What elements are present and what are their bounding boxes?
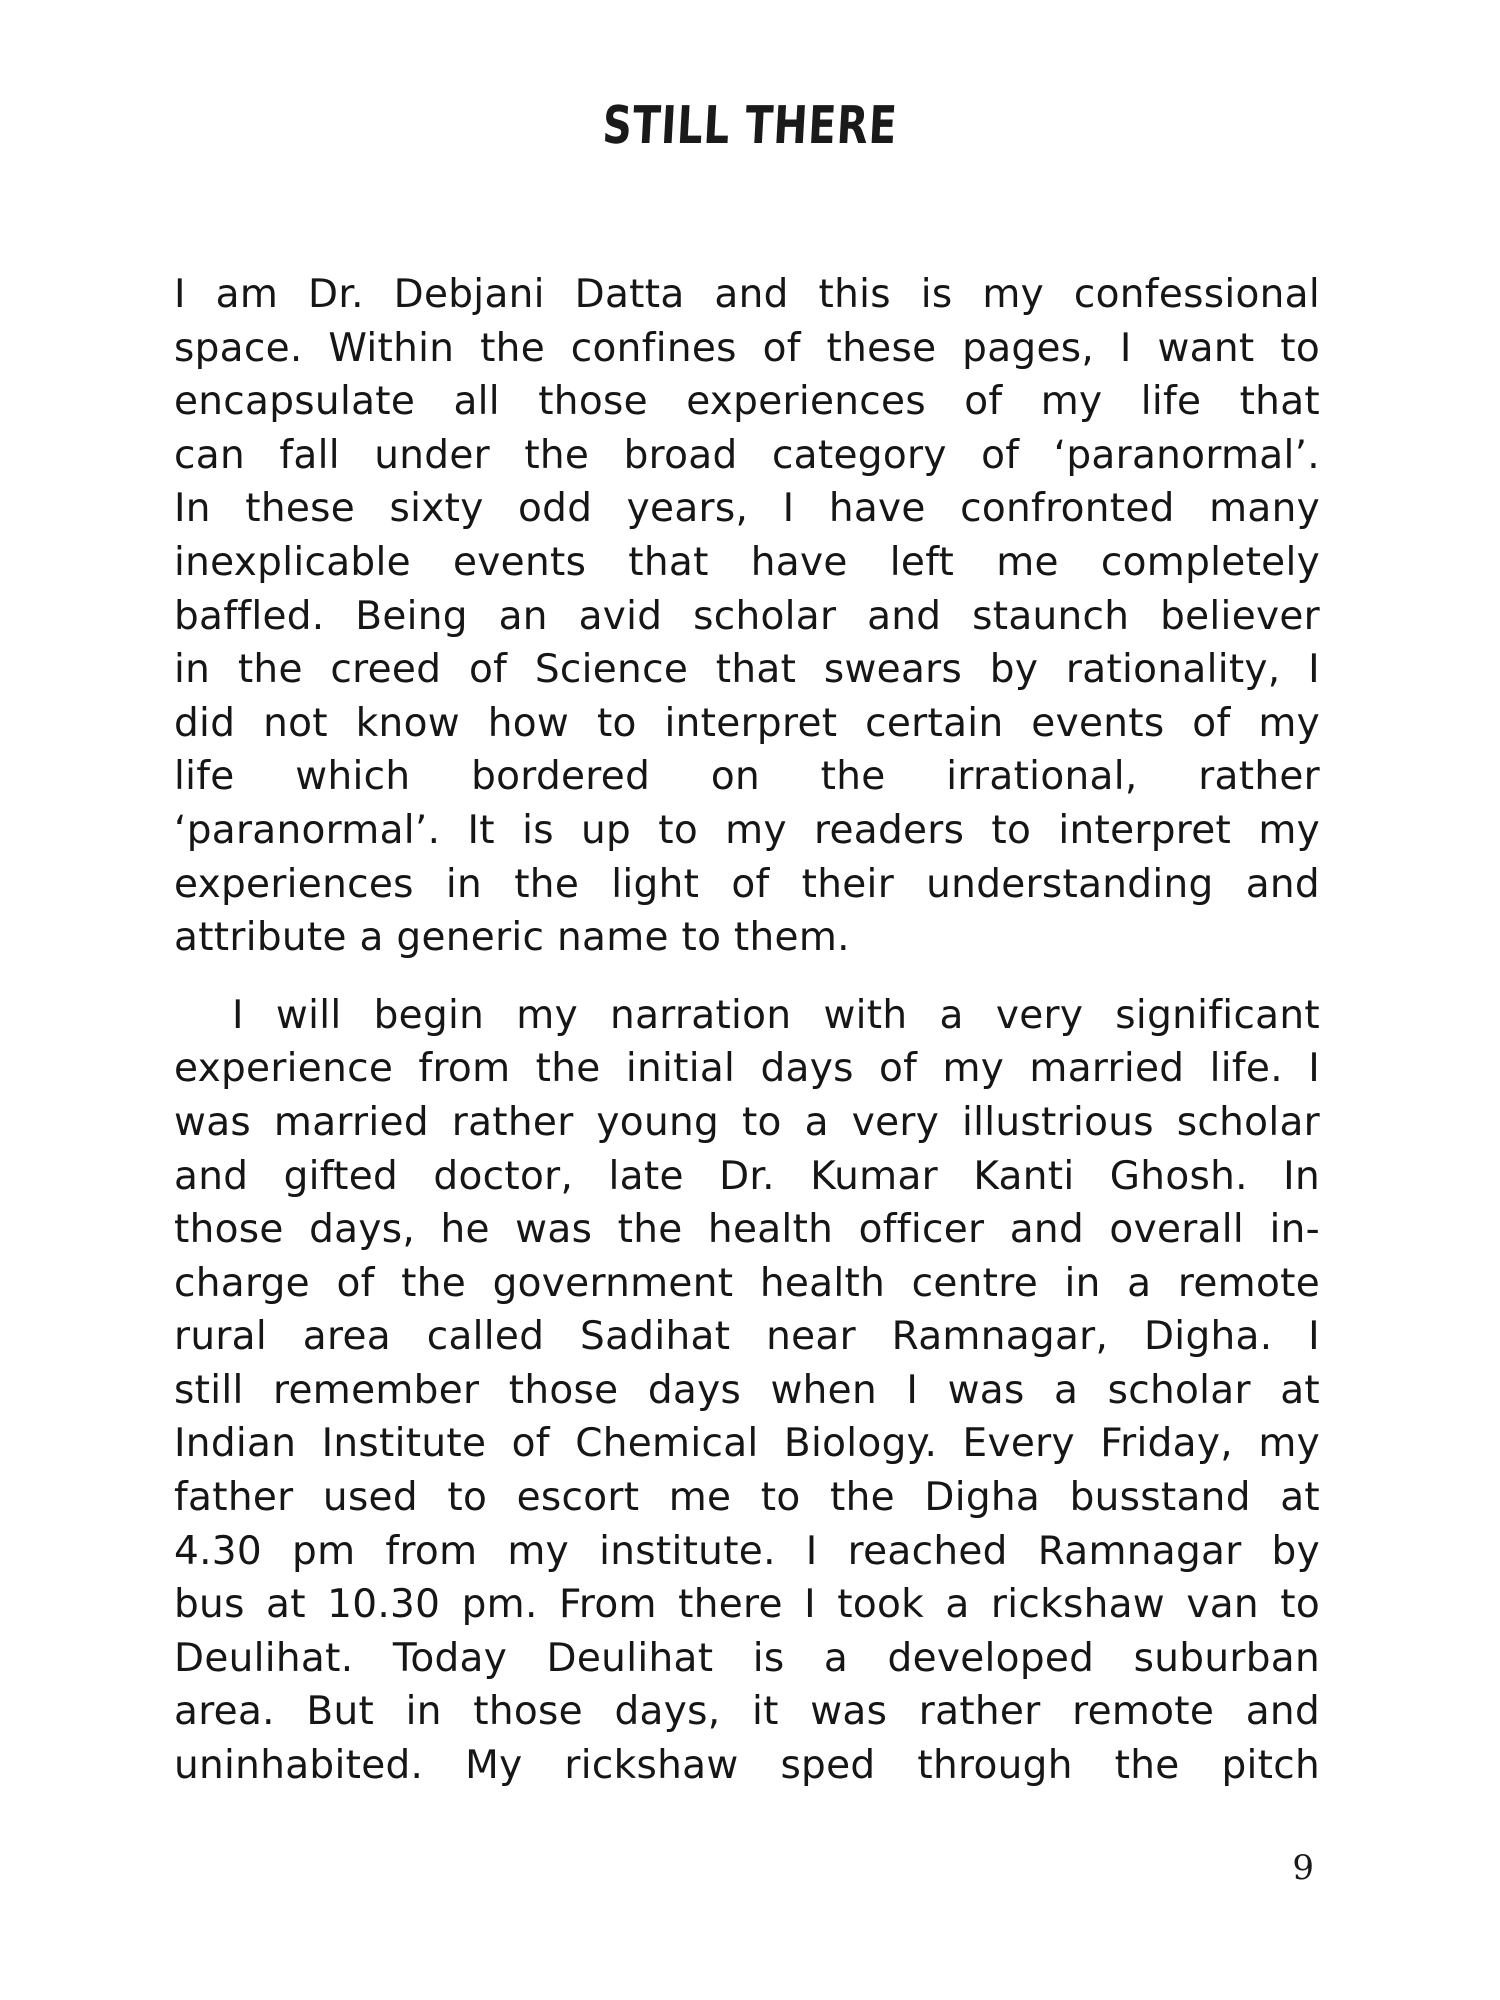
body-text bbox=[174, 268, 1320, 1793]
paragraph-1-line: I am Dr. Debjani Datta and this is my confessional bbox=[174, 272, 1320, 317]
paragraph-1-line: baffled. Being an avid scholar and staunch believer bbox=[174, 593, 1320, 639]
paragraph-2-line: experience from the initial days of my married life. I bbox=[174, 1046, 1320, 1092]
paragraph-2-line: was married rather young to a very illustrious scholar bbox=[174, 1099, 1320, 1145]
paragraph-1-line: inexplicable events that have left me completely bbox=[174, 539, 1320, 585]
paragraph-2-line: uninhabited. My rickshaw sped through the pitch bbox=[174, 1743, 1320, 1789]
paragraph-2-line-text: I will begin my narration with a very significant bbox=[232, 992, 1320, 1038]
paragraph-2-line: still remember those days when I was a scholar at bbox=[174, 1367, 1320, 1413]
paragraph-2-line: rural area called Sadihat near Ramnagar, Digha. I bbox=[174, 1314, 1320, 1360]
paragraph-2-line: bus at 10.30 pm. From there I took a rickshaw van to bbox=[174, 1582, 1320, 1628]
paragraph-1-line: experiences in the light of their understanding and bbox=[174, 861, 1320, 907]
paragraph-1-line: can fall under the broad category of ‘paranormal’. bbox=[174, 432, 1320, 478]
paragraph-2-line: Indian Institute of Chemical Biology. Every Friday, my bbox=[174, 1421, 1320, 1467]
paragraph-2-line: father used to escort me to the Digha busstand at bbox=[174, 1475, 1320, 1521]
paragraph-1-line: in the creed of Science that swears by rationality, I bbox=[174, 647, 1320, 693]
paragraph-1-line: encapsulate all those experiences of my life that bbox=[174, 379, 1320, 425]
paragraph-2-line: those days, he was the health officer and overall in- bbox=[174, 1207, 1320, 1253]
paragraph-1-line: life which bordered on the irrational, rather bbox=[174, 754, 1320, 800]
paragraph-2-line: 4.30 pm from my institute. I reached Ramnagar by bbox=[174, 1528, 1320, 1574]
paragraph-2-first-line bbox=[174, 989, 1320, 1043]
paragraph-1-line: In these sixty odd years, I have confronted many bbox=[174, 486, 1320, 532]
chapter-title: STILL THERE bbox=[601, 96, 899, 156]
paragraph-2-line: area. But in those days, it was rather remote and bbox=[174, 1689, 1320, 1735]
paragraph-gap bbox=[174, 965, 1320, 989]
paragraph-2-line: charge of the government health centre in a remote bbox=[174, 1260, 1320, 1306]
paragraph-2-line: Deulihat. Today Deulihat is a developed suburban bbox=[174, 1635, 1320, 1681]
paragraph-1-line: did not know how to interpret certain events of my bbox=[174, 700, 1320, 746]
paragraph-1-line: space. Within the confines of these pages, I want to bbox=[174, 325, 1320, 371]
paragraph-2-line: and gifted doctor, late Dr. Kumar Kanti Ghosh. In bbox=[174, 1153, 1320, 1199]
paragraph-1-line: ‘paranormal’. It is up to my readers to interpret my bbox=[174, 807, 1320, 853]
paragraph-1-line: attribute a generic name to them. bbox=[174, 915, 850, 961]
page-number: 9 bbox=[1292, 1848, 1314, 1888]
